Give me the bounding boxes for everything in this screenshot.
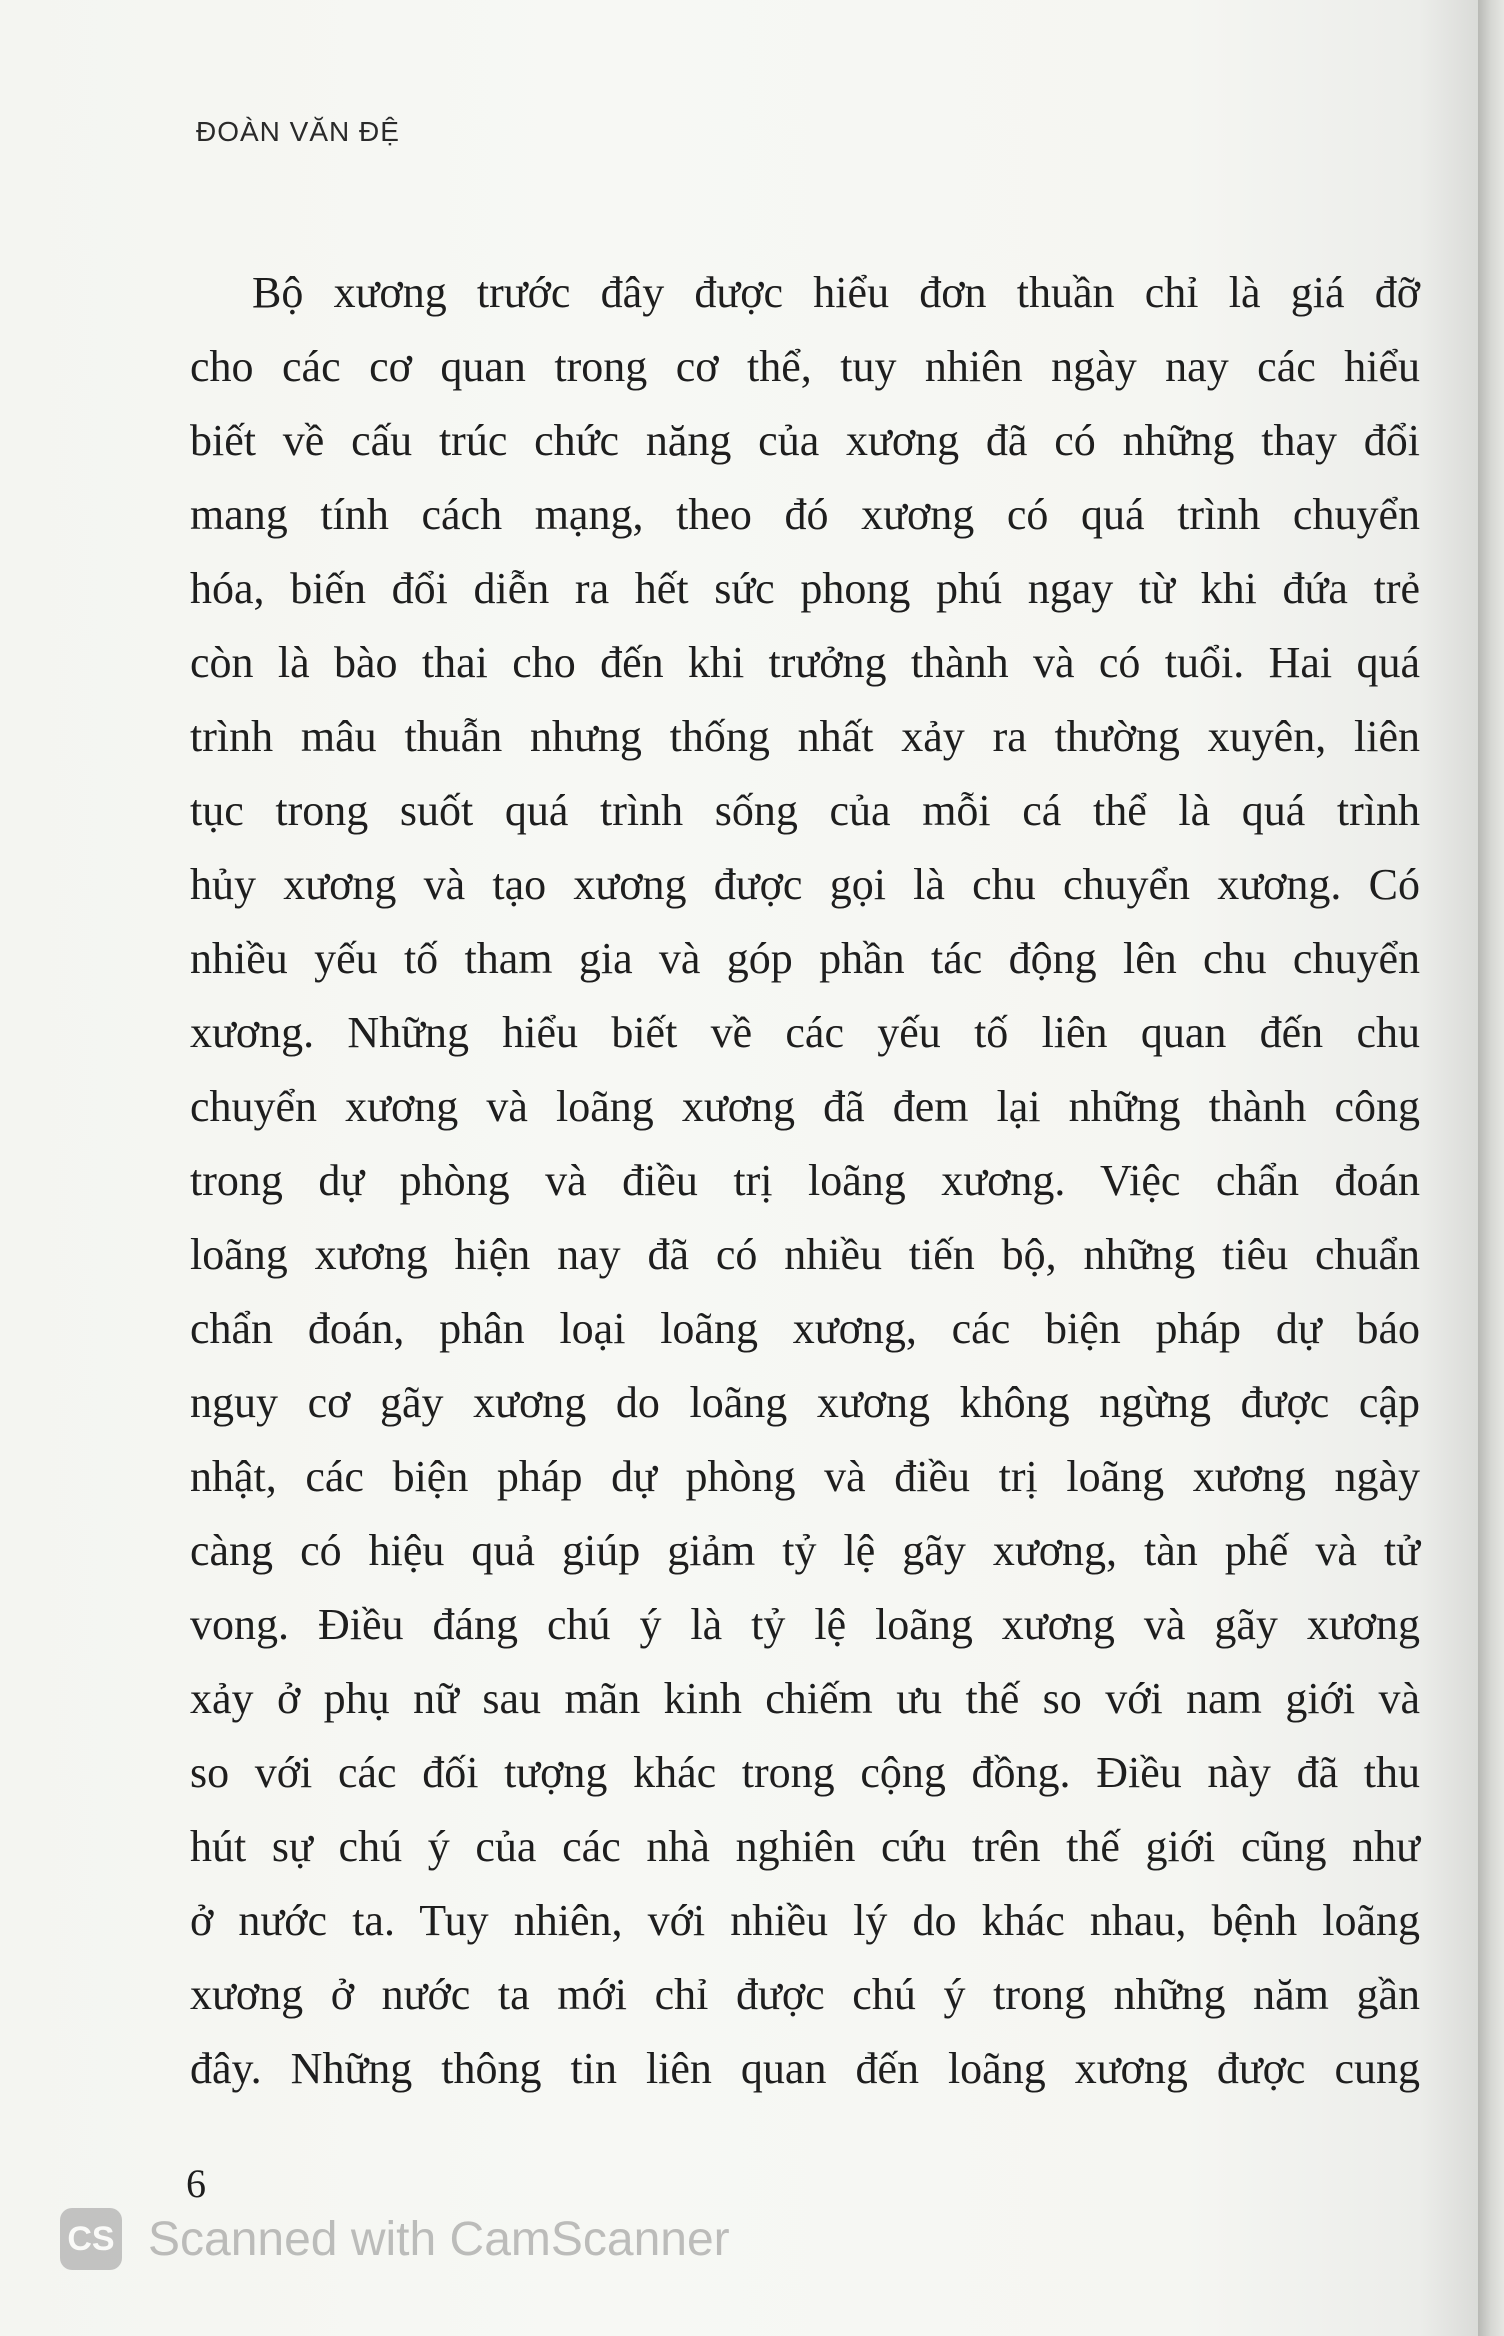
text-line: đây. Những thông tin liên quan đến loãng xương được cung: [190, 2044, 1420, 2093]
text-line: chuyển xương và loãng xương đã đem lại những thành công: [190, 1082, 1420, 1131]
text-line: xương. Những hiểu biết về các yếu tố liên quan đến chu: [190, 1008, 1420, 1057]
text-line: hút sự chú ý của các nhà nghiên cứu trên thế giới cũng như: [190, 1822, 1420, 1871]
body-text: [190, 256, 1420, 2106]
text-line: nguy cơ gãy xương do loãng xương không ngừng được cập: [190, 1378, 1420, 1427]
text-line: càng có hiệu quả giúp giảm tỷ lệ gãy xương, tàn phế và tử: [190, 1526, 1420, 1575]
watermark-text: Scanned with CamScanner: [148, 2212, 730, 2266]
text-line: nhiều yếu tố tham gia và góp phần tác động lên chu chuyển: [190, 934, 1420, 983]
text-line: xảy ở phụ nữ sau mãn kinh chiếm ưu thế so với nam giới và: [190, 1674, 1420, 1723]
page-edge: [1478, 0, 1504, 2336]
page-number: 6: [186, 2161, 206, 2206]
text-line: xương ở nước ta mới chỉ được chú ý trong những năm gần: [190, 1970, 1420, 2019]
text-line: hủy xương và tạo xương được gọi là chu chuyển xương. Có: [190, 860, 1420, 909]
text-line: chẩn đoán, phân loại loãng xương, các biện pháp dự báo: [190, 1304, 1420, 1353]
text-line: cho các cơ quan trong cơ thể, tuy nhiên ngày nay các hiểu: [190, 342, 1420, 391]
text-line: nhật, các biện pháp dự phòng và điều trị loãng xương ngày: [190, 1452, 1420, 1501]
text-line: trình mâu thuẫn nhưng thống nhất xảy ra thường xuyên, liên: [190, 712, 1420, 761]
text-line: biết về cấu trúc chức năng của xương đã có những thay đổi: [190, 416, 1420, 465]
text-line: vong. Điều đáng chú ý là tỷ lệ loãng xương và gãy xương: [190, 1600, 1420, 1649]
text-line: Bộ xương trước đây được hiểu đơn thuần chỉ là giá đỡ: [252, 268, 1420, 317]
text-line: mang tính cách mạng, theo đó xương có quá trình chuyển: [190, 490, 1420, 539]
text-line: so với các đối tượng khác trong cộng đồng. Điều này đã thu: [190, 1748, 1420, 1797]
text-line: ở nước ta. Tuy nhiên, với nhiều lý do khác nhau, bệnh loãng: [190, 1896, 1420, 1945]
text-line: tục trong suốt quá trình sống của mỗi cá thể là quá trình: [190, 786, 1420, 835]
running-head: ĐOÀN VĂN ĐỆ: [196, 116, 400, 147]
camscanner-logo-icon: CS: [60, 2208, 122, 2270]
scanner-watermark: [60, 2208, 730, 2270]
text-line: loãng xương hiện nay đã có nhiều tiến bộ, những tiêu chuẩn: [190, 1230, 1420, 1279]
text-line: hóa, biến đổi diễn ra hết sức phong phú ngay từ khi đứa trẻ: [190, 564, 1420, 613]
text-line: còn là bào thai cho đến khi trưởng thành và có tuổi. Hai quá: [190, 638, 1420, 687]
text-line: trong dự phòng và điều trị loãng xương. Việc chẩn đoán: [190, 1156, 1420, 1205]
